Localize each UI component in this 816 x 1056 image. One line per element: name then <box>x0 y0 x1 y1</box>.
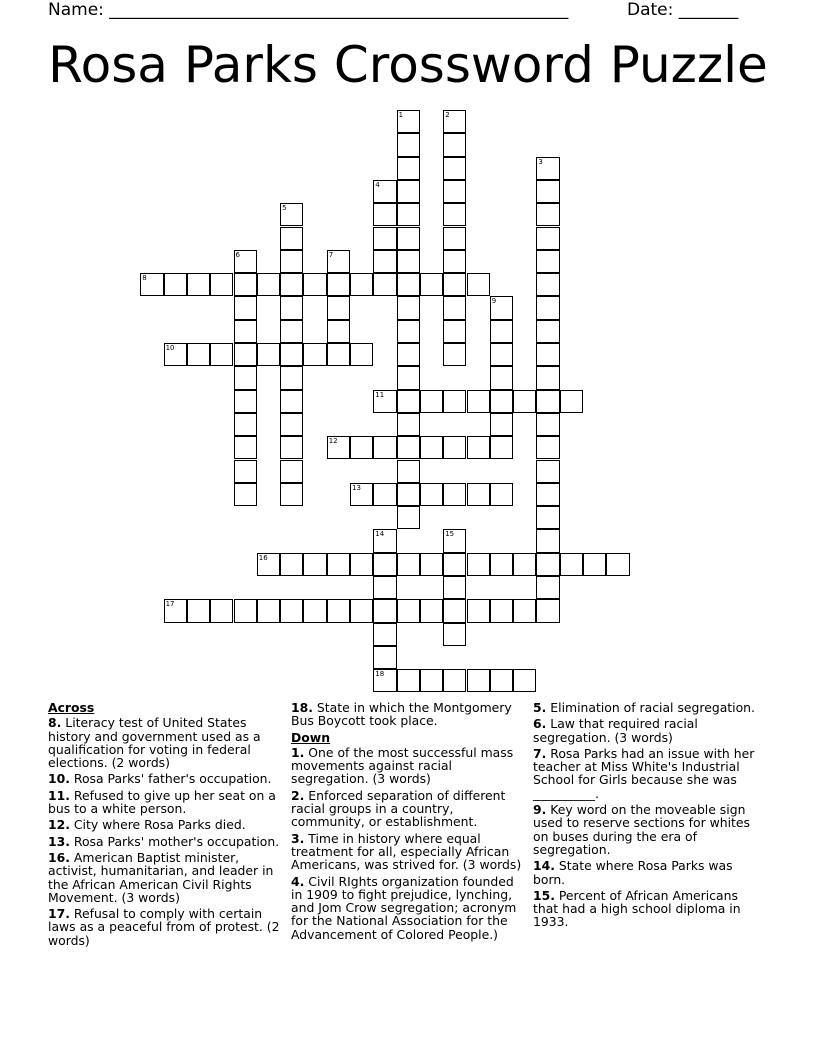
clue-item <box>291 875 523 941</box>
grid-cell[interactable] <box>280 460 303 483</box>
grid-cell[interactable] <box>467 669 490 692</box>
grid-cell[interactable] <box>420 553 443 576</box>
grid-cell[interactable] <box>280 366 303 389</box>
clue-text: American Baptist minister, activist, humanitarian, and leader in the African American Civil Rights Movement. (3 words) <box>48 849 274 905</box>
grid-cell[interactable] <box>280 227 303 250</box>
clue-number: 18. <box>291 700 313 715</box>
clue-text: Literacy test of United States history and government used as a qualification for voting in federal elections. (2 words) <box>48 715 261 771</box>
grid-cell[interactable] <box>443 157 466 180</box>
grid-cell[interactable] <box>373 646 396 669</box>
grid-cell[interactable] <box>443 227 466 250</box>
grid-cell[interactable] <box>140 273 163 296</box>
clue-text: Enforced separation of different racial groups in a country, community, or establishment. <box>291 787 506 830</box>
clue-text: State in which the Montgomery Bus Boycott took place. <box>291 700 512 729</box>
cell-number: 9 <box>491 297 497 306</box>
grid-cell[interactable] <box>280 320 303 343</box>
grid-cell[interactable] <box>373 250 396 273</box>
clue-item <box>48 716 280 769</box>
grid-cell[interactable] <box>420 436 443 459</box>
grid-cell[interactable] <box>210 599 233 622</box>
cell-number: 4 <box>375 180 380 189</box>
clue-item <box>48 851 280 904</box>
grid-cell[interactable] <box>280 436 303 459</box>
clue-number: 9. <box>533 802 547 818</box>
grid-cell[interactable] <box>234 460 257 483</box>
grid-cell[interactable] <box>257 343 280 366</box>
grid-cell[interactable] <box>536 390 559 413</box>
cell-number: 7 <box>328 250 334 259</box>
grid-cell[interactable] <box>280 343 303 366</box>
cell-number: 18 <box>375 670 385 679</box>
grid-cell[interactable] <box>373 483 396 506</box>
clue-number: 4. <box>291 873 305 889</box>
grid-cell[interactable] <box>490 436 513 459</box>
grid-cell[interactable] <box>350 599 373 622</box>
clue-item <box>291 789 523 829</box>
grid-cell[interactable] <box>490 483 513 506</box>
grid-cell[interactable] <box>397 343 420 366</box>
cell-number: 17 <box>165 600 175 609</box>
grid-cell[interactable] <box>210 273 233 296</box>
clue-text: State where Rosa Parks was born. <box>533 858 733 887</box>
clue-item <box>291 832 523 872</box>
clue-item <box>533 717 765 744</box>
grid-cell[interactable] <box>443 623 466 646</box>
clue-number: 16. <box>48 849 70 865</box>
grid-cell[interactable] <box>280 553 303 576</box>
grid-cell[interactable] <box>373 180 396 203</box>
grid-cell[interactable] <box>490 413 513 436</box>
grid-cell[interactable] <box>443 529 466 552</box>
grid-cell[interactable] <box>536 529 559 552</box>
grid-cell[interactable] <box>327 436 350 459</box>
grid-cell[interactable] <box>490 390 513 413</box>
grid-cell[interactable] <box>234 320 257 343</box>
clue-text: Rosa Parks' mother's occupation. <box>73 833 280 849</box>
clue-text: Percent of African Americans that had a high school diploma in 1933. <box>533 887 741 930</box>
clue-number: 6. <box>533 716 547 732</box>
grid-cell[interactable] <box>303 553 326 576</box>
grid-cell[interactable] <box>420 273 443 296</box>
name-field: Name: ______________________________________________________ <box>48 0 569 20</box>
grid-cell[interactable] <box>443 436 466 459</box>
clue-text: Law that required racial segregation. (3 words) <box>533 716 698 745</box>
grid-cell[interactable] <box>606 553 629 576</box>
grid-cell[interactable] <box>490 553 513 576</box>
grid-cell[interactable] <box>536 599 559 622</box>
clue-text: City where Rosa Parks died. <box>73 817 246 833</box>
grid-cell[interactable] <box>234 436 257 459</box>
cell-number: 12 <box>328 437 338 446</box>
grid-cell[interactable] <box>443 133 466 156</box>
clue-number: 13. <box>48 833 70 849</box>
grid-cell[interactable] <box>536 180 559 203</box>
grid-cell[interactable] <box>513 390 536 413</box>
grid-cell[interactable] <box>327 296 350 319</box>
grid-cell[interactable] <box>467 483 490 506</box>
cell-number: 14 <box>375 530 385 539</box>
grid-cell[interactable] <box>536 343 559 366</box>
grid-cell[interactable] <box>397 250 420 273</box>
grid-cell[interactable] <box>373 529 396 552</box>
clue-heading: Across <box>48 700 95 715</box>
grid-cell[interactable] <box>536 157 559 180</box>
grid-cell[interactable] <box>164 343 187 366</box>
clue-item <box>48 818 280 831</box>
grid-cell[interactable] <box>327 273 350 296</box>
grid-cell[interactable] <box>280 203 303 226</box>
grid-cell[interactable] <box>397 390 420 413</box>
clue-number: 17. <box>48 906 70 922</box>
grid-cell[interactable] <box>490 320 513 343</box>
clue-item <box>48 907 280 947</box>
grid-cell[interactable] <box>373 623 396 646</box>
grid-cell[interactable] <box>443 553 466 576</box>
grid-cell[interactable] <box>397 460 420 483</box>
grid-cell[interactable] <box>373 576 396 599</box>
grid-cell[interactable] <box>234 273 257 296</box>
grid-cell[interactable] <box>467 599 490 622</box>
grid-cell[interactable] <box>350 436 373 459</box>
grid-cell[interactable] <box>187 273 210 296</box>
clue-item <box>291 746 523 786</box>
grid-cell[interactable] <box>467 553 490 576</box>
grid-cell[interactable] <box>327 250 350 273</box>
grid-cell[interactable] <box>210 343 233 366</box>
grid-cell[interactable] <box>327 599 350 622</box>
grid-cell[interactable] <box>443 483 466 506</box>
grid-cell[interactable] <box>443 250 466 273</box>
grid-cell[interactable] <box>513 669 536 692</box>
grid-cell[interactable] <box>373 273 396 296</box>
clue-text: One of the most successful mass movements against racial segregation. (3 words) <box>291 744 514 787</box>
clue-text: Rosa Parks had an issue with her teacher at Miss White's Industrial School for Girls because she was __________. <box>533 745 755 801</box>
grid-cell[interactable] <box>234 390 257 413</box>
grid-cell[interactable] <box>257 553 280 576</box>
grid-cell[interactable] <box>234 413 257 436</box>
grid-cell[interactable] <box>536 436 559 459</box>
cell-number: 1 <box>398 111 404 119</box>
date-field: Date: _______ <box>627 0 739 20</box>
clue-item <box>533 889 765 929</box>
grid-cell[interactable] <box>234 599 257 622</box>
grid-cell[interactable] <box>443 320 466 343</box>
grid-cell[interactable] <box>373 390 396 413</box>
clue-number: 1. <box>291 744 305 760</box>
grid-cell[interactable] <box>187 343 210 366</box>
grid-cell[interactable] <box>443 273 466 296</box>
grid-cell[interactable] <box>234 483 257 506</box>
clue-text: Rosa Parks' father's occupation. <box>73 771 272 787</box>
grid-cell[interactable] <box>397 273 420 296</box>
grid-cell[interactable] <box>536 203 559 226</box>
grid-cell[interactable] <box>490 366 513 389</box>
clue-item <box>48 835 280 848</box>
grid-cell[interactable] <box>373 436 396 459</box>
grid-cell[interactable] <box>327 320 350 343</box>
clue-column-1 <box>48 701 280 950</box>
grid-cell[interactable] <box>536 250 559 273</box>
grid-cell[interactable] <box>397 483 420 506</box>
grid-cell[interactable] <box>443 110 466 133</box>
grid-cell[interactable] <box>280 599 303 622</box>
cell-number: 2 <box>445 111 450 119</box>
clue-number: 15. <box>533 887 555 903</box>
grid-cell[interactable] <box>164 273 187 296</box>
grid-cell[interactable] <box>536 320 559 343</box>
cell-number: 10 <box>165 344 175 352</box>
grid-cell[interactable] <box>536 576 559 599</box>
grid-cell[interactable] <box>397 110 420 133</box>
cell-number: 15 <box>445 530 455 539</box>
grid-cell[interactable] <box>560 553 583 576</box>
clue-item <box>533 747 765 800</box>
clue-item <box>533 701 765 714</box>
cell-number: 6 <box>235 250 240 259</box>
grid-cell[interactable] <box>257 273 280 296</box>
grid-cell[interactable] <box>280 273 303 296</box>
page-title: Rosa Parks Crossword Puzzle <box>48 36 768 94</box>
clue-number: 10. <box>48 771 70 787</box>
clue-item <box>533 859 765 886</box>
grid-cell[interactable] <box>280 390 303 413</box>
clue-text: Refusal to comply with certain laws as a peaceful from of protest. (2 words) <box>48 906 280 948</box>
clue-number: 14. <box>533 858 555 874</box>
grid-cell[interactable] <box>443 669 466 692</box>
grid-cell[interactable] <box>443 343 466 366</box>
clue-number: 3. <box>291 830 305 846</box>
grid-cell[interactable] <box>234 343 257 366</box>
grid-cell[interactable] <box>397 669 420 692</box>
grid-cell[interactable] <box>373 227 396 250</box>
clue-heading: Down <box>291 729 331 745</box>
grid-cell[interactable] <box>397 436 420 459</box>
grid-cell[interactable] <box>467 436 490 459</box>
clue-text: Time in history where equal treatment for all, especially African Americans, was strived for. (3 words) <box>291 830 522 873</box>
clue-number: 12. <box>48 817 70 833</box>
grid-cell[interactable] <box>490 343 513 366</box>
cell-number: 13 <box>352 483 361 492</box>
grid-cell[interactable] <box>443 576 466 599</box>
clue-number: 8. <box>48 715 62 731</box>
grid-cell[interactable] <box>397 296 420 319</box>
clue-text: Civil RIghts organization founded in 1909 to fight prejudice, lynching, and Jom Crow segregation; acronym for the National Association for the Advancement of Colored People.) <box>291 873 517 942</box>
clue-item <box>291 701 523 728</box>
grid-cell[interactable] <box>234 296 257 319</box>
clue-number: 11. <box>48 787 70 803</box>
clue-number: 2. <box>291 787 305 803</box>
grid-cell[interactable] <box>397 320 420 343</box>
clue-item <box>533 803 765 856</box>
grid-cell[interactable] <box>420 483 443 506</box>
grid-cell[interactable] <box>467 390 490 413</box>
grid-cell[interactable] <box>536 506 559 529</box>
clue-text: Elimination of racial segregation. <box>550 700 755 715</box>
grid-cell[interactable] <box>397 506 420 529</box>
grid-cell[interactable] <box>397 180 420 203</box>
grid-cell[interactable] <box>397 599 420 622</box>
grid-cell[interactable] <box>513 553 536 576</box>
grid-cell[interactable] <box>280 413 303 436</box>
grid-cell[interactable] <box>443 180 466 203</box>
grid-cell[interactable] <box>490 669 513 692</box>
clue-number: 5. <box>533 700 547 715</box>
grid-cell[interactable] <box>303 599 326 622</box>
cell-number: 5 <box>282 204 287 213</box>
grid-cell[interactable] <box>397 203 420 226</box>
grid-cell[interactable] <box>536 553 559 576</box>
grid-cell[interactable] <box>397 133 420 156</box>
grid-cell[interactable] <box>234 250 257 273</box>
grid-cell[interactable] <box>536 366 559 389</box>
grid-cell[interactable] <box>350 273 373 296</box>
grid-cell[interactable] <box>373 203 396 226</box>
grid-cell[interactable] <box>280 296 303 319</box>
grid-cell[interactable] <box>327 553 350 576</box>
grid-cell[interactable] <box>397 227 420 250</box>
grid-cell[interactable] <box>443 599 466 622</box>
grid-cell[interactable] <box>397 366 420 389</box>
grid-cell[interactable] <box>327 343 350 366</box>
clue-column-2 <box>291 701 523 944</box>
grid-cell[interactable] <box>420 390 443 413</box>
grid-cell[interactable] <box>536 227 559 250</box>
grid-cell[interactable] <box>513 599 536 622</box>
grid-cell[interactable] <box>234 366 257 389</box>
grid-cell[interactable] <box>373 669 396 692</box>
clue-text: Key word on the moveable sign used to reserve sections for whites on buses during the era of segregation. <box>533 802 750 857</box>
grid-cell[interactable] <box>373 553 396 576</box>
grid-cell[interactable] <box>397 157 420 180</box>
grid-cell[interactable] <box>350 483 373 506</box>
cell-number: 8 <box>142 274 147 283</box>
grid-cell[interactable] <box>303 343 326 366</box>
grid-cell[interactable] <box>350 553 373 576</box>
grid-cell[interactable] <box>490 296 513 319</box>
clue-item <box>48 789 280 816</box>
grid-cell[interactable] <box>257 599 280 622</box>
grid-cell[interactable] <box>443 390 466 413</box>
grid-cell[interactable] <box>420 669 443 692</box>
grid-cell[interactable] <box>420 599 443 622</box>
clue-number: 7. <box>533 745 547 761</box>
grid-cell[interactable] <box>467 273 490 296</box>
grid-cell[interactable] <box>350 343 373 366</box>
cell-number: 11 <box>375 390 385 399</box>
grid-cell[interactable] <box>536 460 559 483</box>
grid-cell[interactable] <box>187 599 210 622</box>
grid-cell[interactable] <box>397 413 420 436</box>
grid-cell[interactable] <box>164 599 187 622</box>
grid-cell[interactable] <box>583 553 606 576</box>
grid-cell[interactable] <box>536 296 559 319</box>
clue-text: Refused to give up her seat on a bus to a white person. <box>48 787 276 817</box>
grid-cell[interactable] <box>536 273 559 296</box>
grid-cell[interactable] <box>373 599 396 622</box>
clue-item <box>48 772 280 785</box>
grid-cell[interactable] <box>397 553 420 576</box>
clue-column-3 <box>533 701 765 932</box>
cell-number: 3 <box>538 157 543 166</box>
grid-cell[interactable] <box>280 250 303 273</box>
grid-cell[interactable] <box>443 296 466 319</box>
cell-number: 16 <box>258 553 268 562</box>
grid-cell[interactable] <box>280 483 303 506</box>
grid-cell[interactable] <box>303 273 326 296</box>
grid-cell[interactable] <box>443 203 466 226</box>
grid-cell[interactable] <box>536 413 559 436</box>
grid-cell[interactable] <box>536 483 559 506</box>
grid-cell[interactable] <box>560 390 583 413</box>
grid-cell[interactable] <box>490 599 513 622</box>
